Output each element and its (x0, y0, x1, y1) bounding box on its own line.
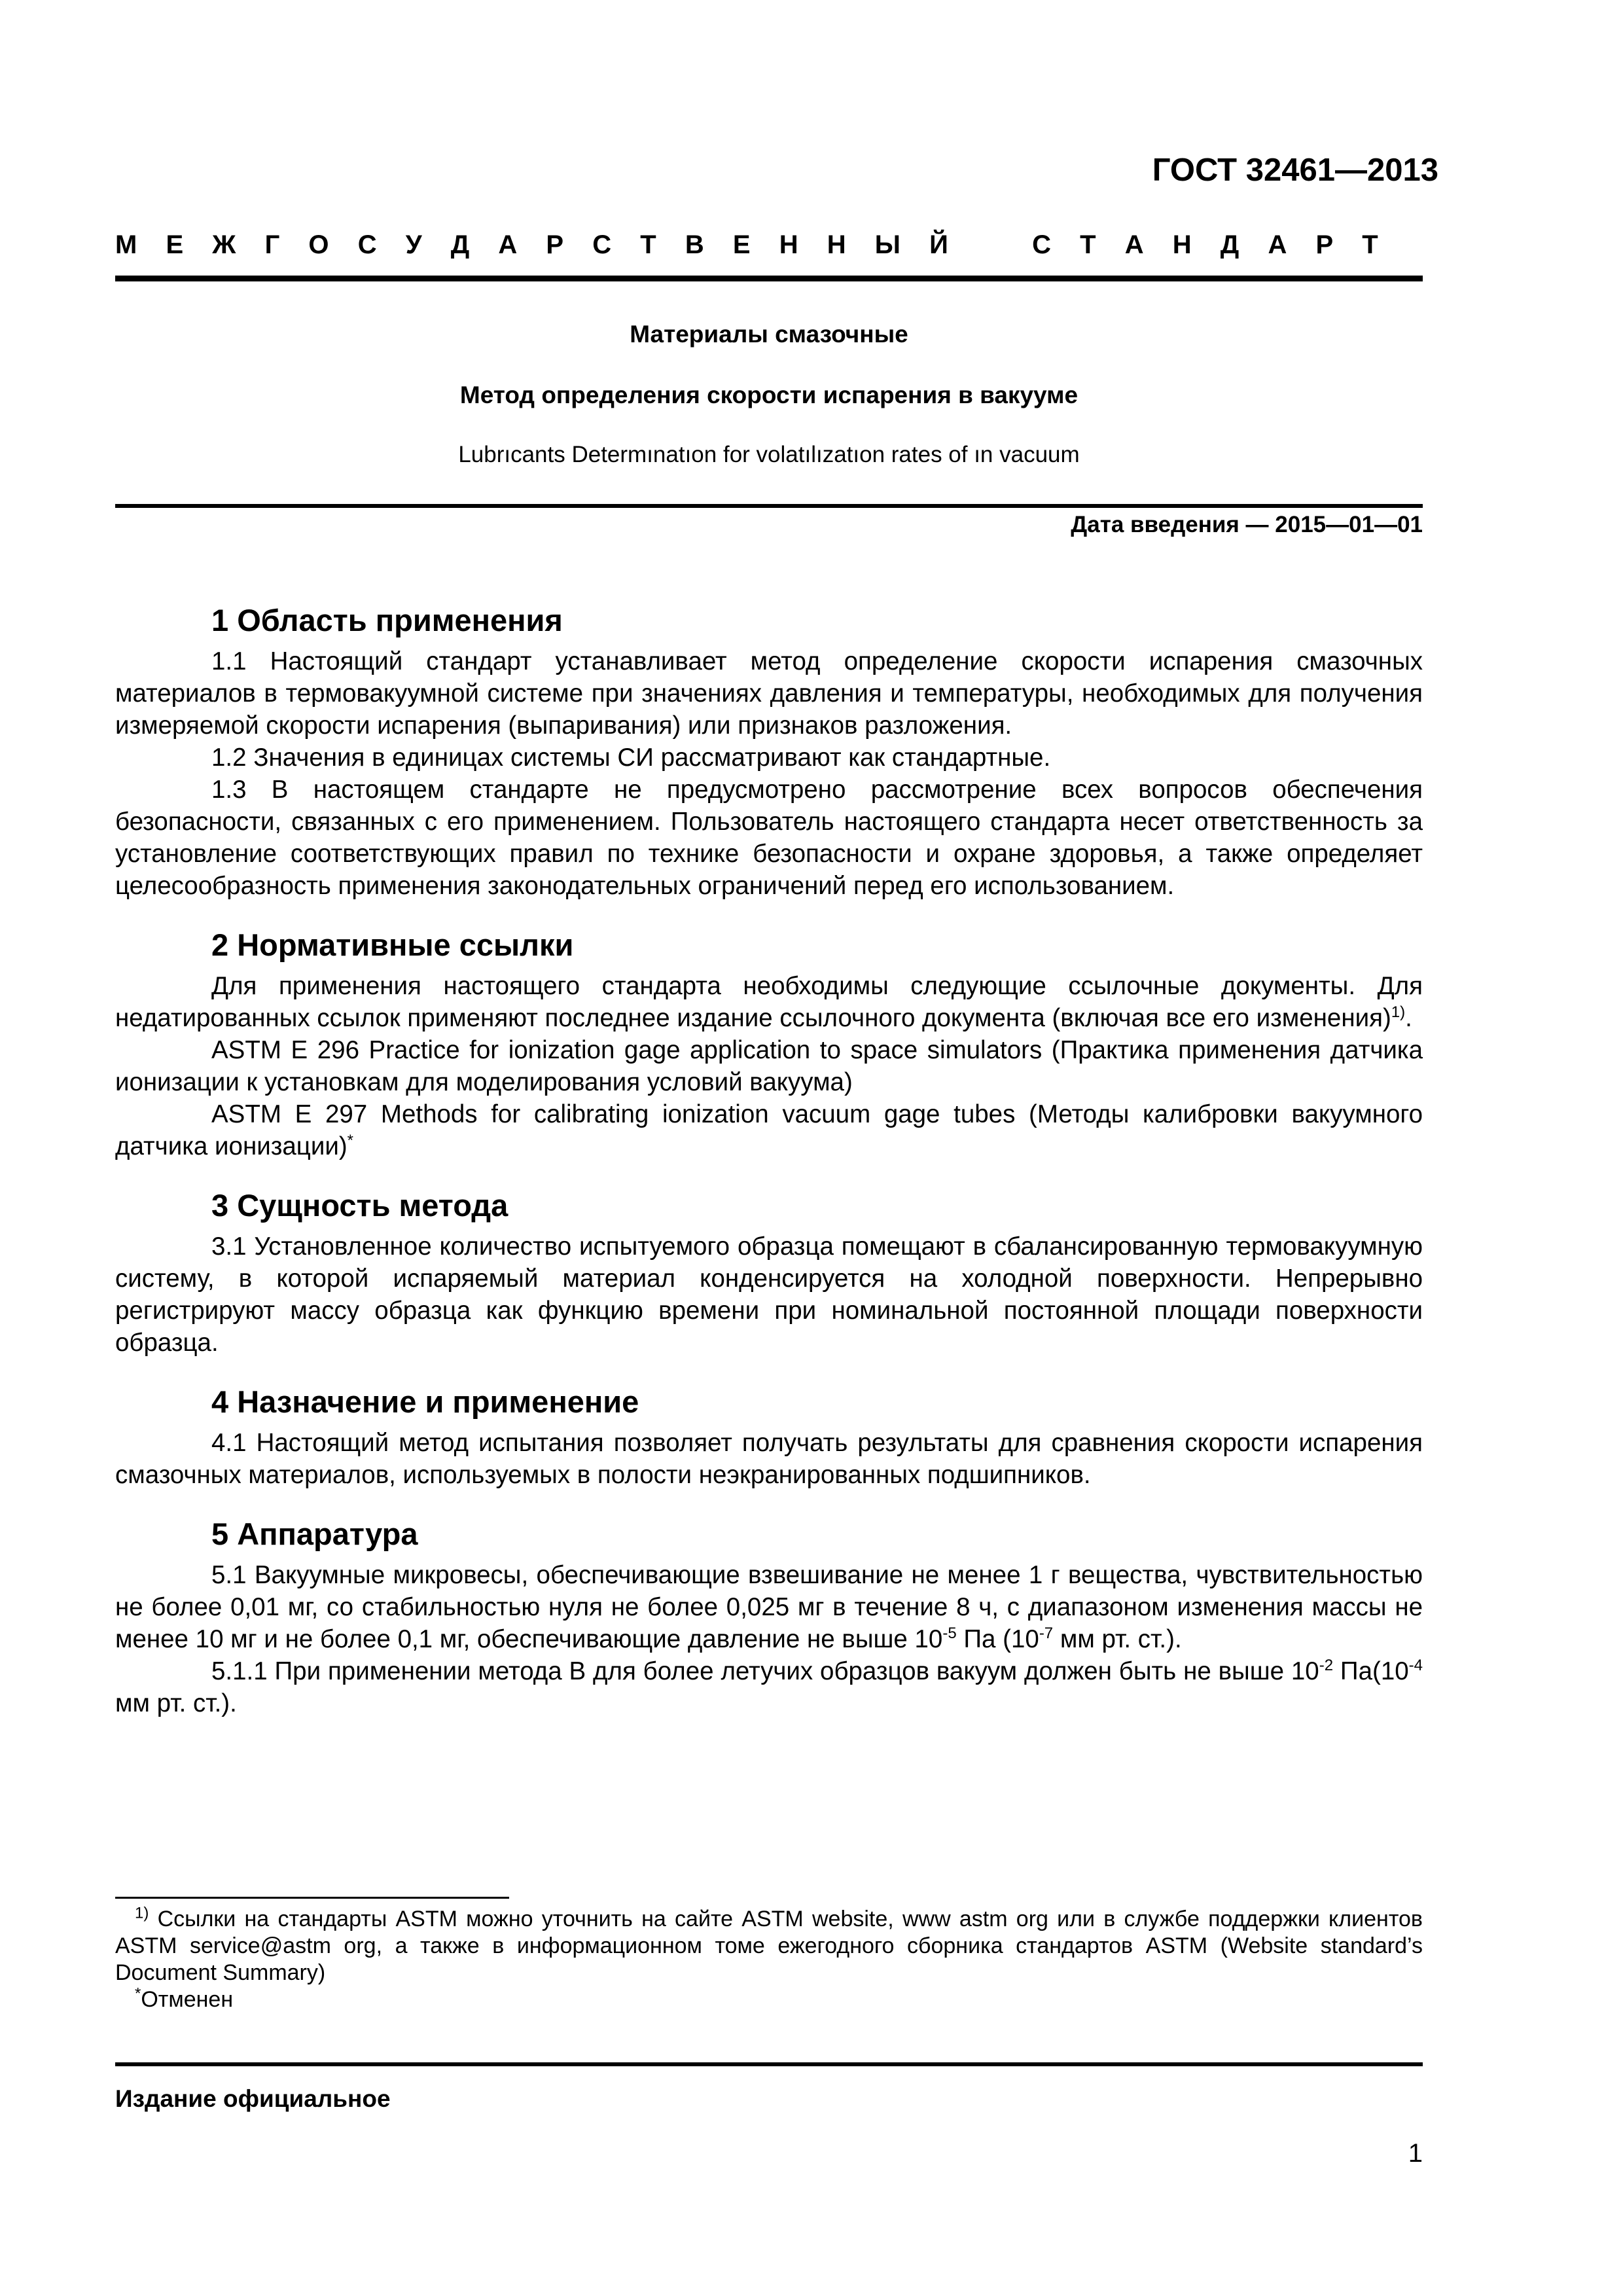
paragraph (115, 1098, 1423, 1162)
footnote-text: Отменен (141, 1987, 234, 2012)
paragraph-text: Па (10 (956, 1625, 1039, 1653)
heading-letter: Й (929, 230, 948, 259)
paragraph (115, 1559, 1423, 1655)
exponent: -2 (1319, 1657, 1334, 1675)
heading-letter: Т (1080, 230, 1096, 259)
paragraph-text: мм рт. ст.). (115, 1689, 237, 1717)
heading-letter: С (592, 230, 612, 259)
paragraph: 4.1 Настоящий метод испытания позволяет получать результаты для сравнения скорости испарения смазочных материалов, используемых в полости неэкранированных подшипников. (115, 1429, 1423, 1489)
paragraph: 1.2 Значения в единицах системы СИ рассматривают как стандартные. (211, 744, 1051, 772)
footnote-divider (115, 1897, 509, 1899)
heading-letter: С (357, 230, 377, 259)
footnotes (115, 1906, 1423, 2013)
header-divider (115, 276, 1423, 281)
heading-letter: Т (1362, 230, 1378, 259)
footnote-text: Ссылки на стандарты ASTM можно уточнить на сайте ASTM website, www astm org или в службе поддержки клиентов ASTM service@astm org, а также в информационном томе ежегодного сборника стандартов ASTM (Website standard’s Document Summary) (115, 1907, 1423, 1985)
footnote (115, 1906, 1423, 1986)
exponent: -7 (1039, 1624, 1054, 1643)
interstate-standard-heading (115, 230, 1378, 260)
heading-letter: Г (264, 230, 280, 259)
section-heading: 2 Нормативные ссылки (211, 927, 574, 962)
section-heading: 5 Аппаратура (211, 1516, 418, 1551)
paragraph: 1.3 В настоящем стандарте не предусмотрено рассмотрение всех вопросов обеспечения безопасности, связанных с его применением. Пользователь настоящего стандарта несет ответственность за установление соответствующих правил по технике безопасности и охране здоровья, а также определяет целесообразность применения законодательных ограничений перед его использованием. (115, 776, 1423, 900)
heading-letter: Р (546, 230, 564, 259)
heading-letter: О (308, 230, 329, 259)
paragraph-text: 5.1 Вакуумные микровесы, обеспечивающие взвешивание не менее 1 г вещества, чувствительностью не более 0,01 мг, со стабильностью нуля не более 0,025 мг в течение 8 ч, с диапазоном изменения массы не менее 10 мг и не более 0,1 мг, обеспечивающие давление не выше 10 (115, 1561, 1423, 1653)
heading-letter: У (405, 230, 422, 259)
exponent: -5 (942, 1624, 957, 1643)
heading-letter: А (1124, 230, 1144, 259)
paragraph-text: 5.1.1 При применении метода В для более летучих образцов вакуум должен быть не выше 10 (211, 1657, 1319, 1685)
official-edition-label: Издание официальное (115, 2085, 391, 2112)
exponent: -4 (1408, 1657, 1423, 1675)
page-number: 1 (1408, 2139, 1423, 2168)
title-divider (115, 504, 1423, 508)
document-title: Материалы смазочные (630, 321, 908, 348)
section-heading: 4 Назначение и применение (211, 1384, 639, 1419)
word-gap (977, 230, 1003, 260)
footnote (115, 1986, 1423, 2013)
heading-letter: Н (1172, 230, 1192, 259)
heading-letter: Т (640, 230, 656, 259)
paragraph-text: Для применения настоящего стандарта необходимы следующие ссылочные документы. Для недатированных ссылок применяют последнее издание ссылочного документа (включая все его изменения) (115, 972, 1423, 1032)
footnote-ref: 1) (1391, 1003, 1406, 1022)
heading-letter: В (685, 230, 704, 259)
heading-letter: Д (1220, 230, 1240, 259)
paragraph (115, 970, 1423, 1034)
paragraph-text: мм рт. ст.). (1053, 1625, 1182, 1653)
heading-letter: Д (450, 230, 470, 259)
heading-letter: А (498, 230, 518, 259)
footnote-mark: 1) (135, 1904, 149, 1922)
heading-letter: Ж (212, 230, 236, 259)
heading-letter: Е (166, 230, 184, 259)
heading-letter: Н (779, 230, 798, 259)
paragraph-text: . (1405, 1004, 1412, 1032)
footer-divider (115, 2062, 1423, 2066)
section-heading: 3 Сущность метода (211, 1188, 508, 1223)
heading-letter: А (1268, 230, 1287, 259)
paragraph-text: ASTM E 297 Methods for calibrating ionization vacuum gage tubes (Методы калибровки вакуумного датчика ионизации) (115, 1100, 1423, 1160)
document-number: ГОСТ 32461—2013 (1152, 152, 1438, 188)
document-body (115, 601, 1423, 1719)
paragraph: 1.1 Настоящий стандарт устанавливает метод определение скорости испарения смазочных материалов в термовакуумной системе при значениях давления и температуры, необходимых для получения измеряемой скорости испарения (выпаривания) или признаков разложения. (115, 647, 1423, 740)
section-heading: 1 Область применения (211, 603, 563, 637)
paragraph: 3.1 Установленное количество испытуемого образца помещают в сбалансированную термовакуумную систему, в которой испаряемый материал конденсируется на холодной поверхности. Непрерывно регистрируют массу образца как функцию времени при номинальной постоянной площади поверхности образца. (115, 1232, 1423, 1357)
document-subtitle: Метод определения скорости испарения в вакууме (459, 382, 1079, 408)
heading-letter: М (115, 230, 137, 259)
heading-letter: Е (732, 230, 751, 259)
introduction-date: Дата введения — 2015—01—01 (1071, 512, 1423, 537)
heading-letter: Р (1315, 230, 1334, 259)
paragraph-text: Па(10 (1333, 1657, 1409, 1685)
english-title: Lubrıcants Determınatıon for volatılızatıon rates of ın vacuum (458, 442, 1080, 467)
footnote-mark: * (135, 1984, 141, 2003)
heading-letter: Н (827, 230, 846, 259)
paragraph: ASTM E 296 Practice for ionization gage application to space simulators (Практика применения датчика ионизации к установкам для моделирования условий вакуума) (115, 1036, 1423, 1096)
heading-letter: Ы (874, 230, 901, 259)
paragraph (115, 1655, 1423, 1719)
heading-letter: С (1032, 230, 1052, 259)
footnote-ref: * (347, 1132, 354, 1150)
